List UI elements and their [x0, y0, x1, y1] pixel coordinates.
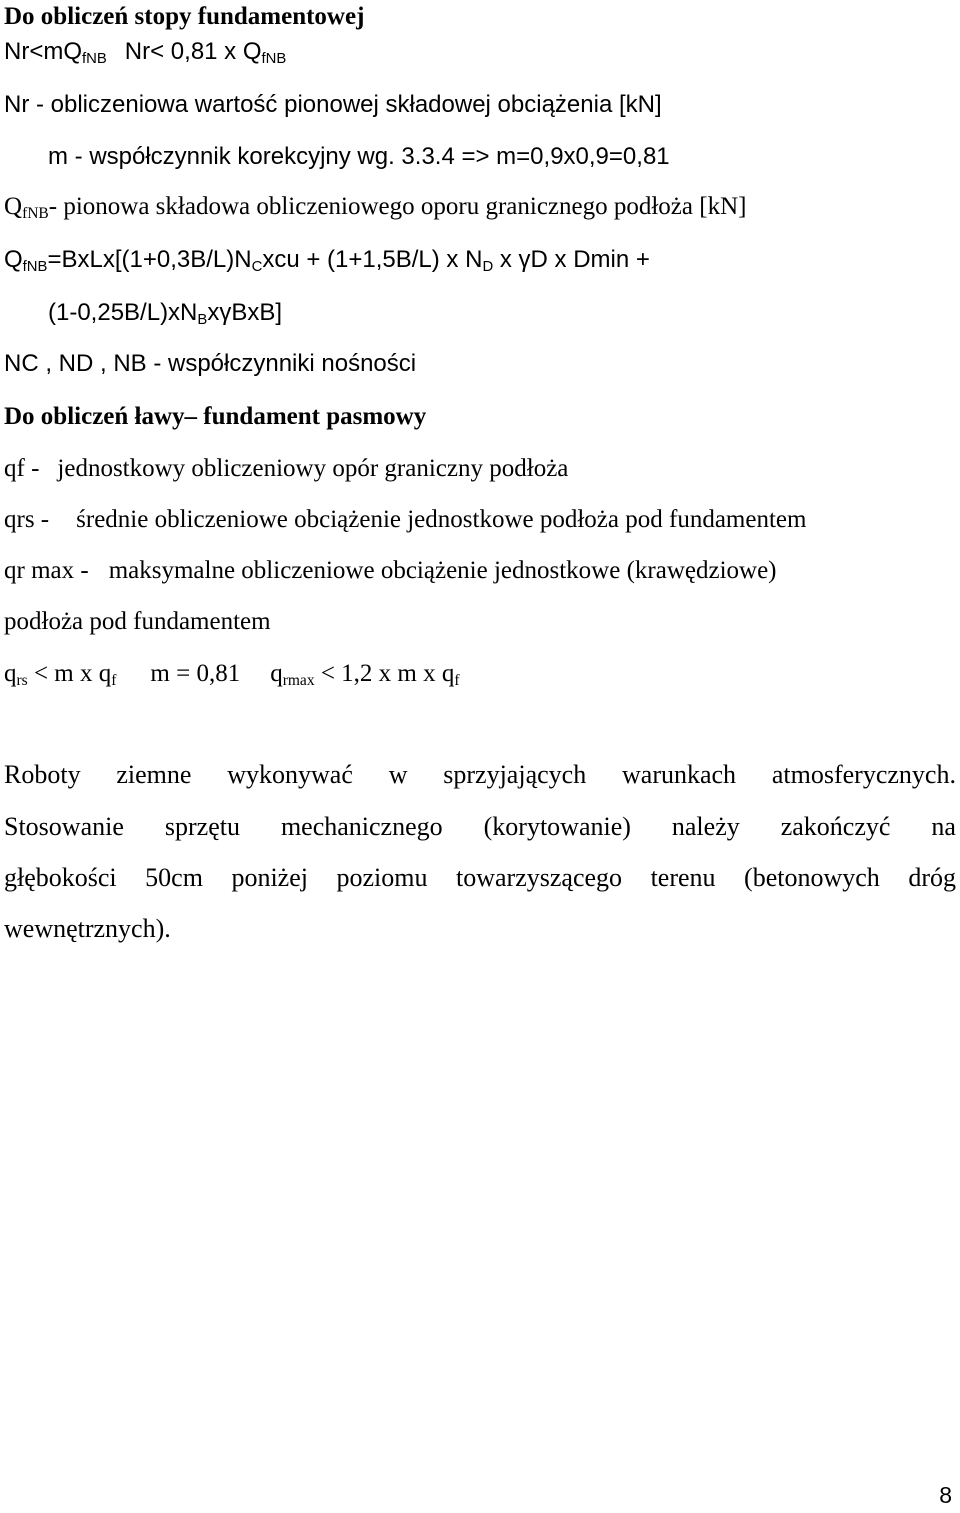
qf-desc: jednostkowy obliczeniowy opór graniczny podłoża — [57, 455, 569, 482]
paragraph-line-1 — [4, 762, 956, 788]
paragraph-word: w — [388, 760, 408, 789]
qrmax-desc: maksymalne obliczeniowe obciążenie jednostkowe (krawędziowe) — [108, 557, 777, 584]
paragraph-word: głębokości — [4, 863, 117, 892]
paragraph-word: towarzyszącego — [456, 863, 623, 892]
qrs-term: qrs - — [4, 506, 50, 533]
paragraph-line-4: wewnętrznych). — [4, 914, 171, 943]
formula-sub-c: C — [251, 259, 263, 276]
cond-sub2: f — [111, 672, 117, 690]
conditions-line — [4, 660, 460, 690]
paragraph-word: ziemne — [116, 760, 192, 789]
paragraph-line-3 — [4, 865, 956, 891]
qfnb-sub: fNB — [22, 205, 49, 223]
nr-definition: Nr - obliczeniowa wartość pionowej składowej obciążenia [kN] — [4, 91, 662, 118]
paragraph-word: Roboty — [4, 760, 81, 789]
heading-foundation: Do obliczeń stopy fundamentowej — [4, 3, 365, 30]
formula2-sub-b: B — [197, 312, 208, 329]
qfnb-q: Q — [4, 193, 23, 220]
qrmax-term: qr max - — [4, 557, 89, 584]
heading-strip-foundation: Do obliczeń ławy– fundament pasmowy — [4, 403, 427, 430]
formula-part3: x γD x Dmin + — [493, 246, 650, 273]
paragraph-word: należy — [671, 812, 740, 841]
paragraph-word: warunkach — [622, 760, 737, 789]
cond-t2: m = 0,81 — [150, 660, 241, 687]
paragraph-word: Stosowanie — [4, 812, 124, 841]
condition-line — [4, 38, 287, 68]
paragraph-word: wykonywać — [227, 760, 353, 789]
cond-sub3: rmax — [282, 672, 315, 690]
paragraph-word: poniżej — [231, 863, 308, 892]
formula-sub-q: fNB — [22, 259, 48, 276]
definition-qrmax — [4, 558, 777, 583]
formula2-part2: xγBxB] — [207, 299, 282, 326]
formula-part2: xcu + (1+1,5B/L) x N — [262, 246, 483, 273]
paragraph-word: atmosferycznych. — [771, 760, 956, 789]
definition-qrs — [4, 507, 806, 532]
formula-line-2 — [48, 299, 282, 329]
paragraph-word: poziomu — [336, 863, 428, 892]
paragraph-word: mechanicznego — [280, 812, 443, 841]
qfnb-definition — [4, 193, 747, 223]
page-number: 8 — [939, 1482, 952, 1508]
paragraph-word: na — [931, 812, 956, 841]
formula-part1: =BxLx[(1+0,3B/L)N — [47, 246, 252, 273]
cond-q3: q — [270, 660, 283, 687]
condition-sub2: fNB — [261, 51, 287, 68]
paragraph-word: (korytowanie) — [483, 812, 631, 841]
condition-nr: Nr<mQ — [4, 38, 82, 65]
paragraph-word: 50cm — [145, 863, 203, 892]
condition-gap: Nr< 0,81 x Q — [124, 38, 262, 65]
paragraph-word: zakończyć — [780, 812, 891, 841]
paragraph-line-2 — [4, 814, 956, 840]
paragraph-word: dróg — [908, 863, 956, 892]
qf-term: qf - — [4, 455, 40, 482]
condition-sub1: fNB — [82, 51, 107, 68]
formula2-part1: (1-0,25B/L)xN — [48, 299, 198, 326]
formula-q: Q — [4, 246, 23, 273]
cond-sub4: f — [454, 672, 460, 690]
cond-t3: < 1,2 x m x q — [314, 660, 455, 687]
coefficients-line: NC , ND , NB - współczynniki nośności — [4, 350, 417, 377]
formula-line-1 — [4, 246, 650, 276]
paragraph-word: sprzyjających — [443, 760, 587, 789]
qfnb-rest: - pionowa składowa obliczeniowego oporu granicznego podłoża [kN] — [48, 193, 747, 220]
cond-sub1: rs — [16, 672, 28, 690]
qrs-desc: średnie obliczeniowe obciążenie jednostkowe podłoża pod fundamentem — [76, 506, 807, 533]
cond-t1: < m x q — [27, 660, 112, 687]
paragraph-word: terenu — [650, 863, 716, 892]
definition-qrmax-continued: podłoża pod fundamentem — [4, 608, 271, 635]
definition-qf — [4, 456, 568, 481]
paragraph-word: sprzętu — [164, 812, 240, 841]
m-definition: m - współczynnik korekcyjny wg. 3.3.4 => m=0,9x0,9=0,81 — [48, 143, 670, 170]
paragraph-word: (betonowych — [744, 863, 880, 892]
cond-q1: q — [4, 660, 17, 687]
formula-sub-d: D — [482, 259, 494, 276]
